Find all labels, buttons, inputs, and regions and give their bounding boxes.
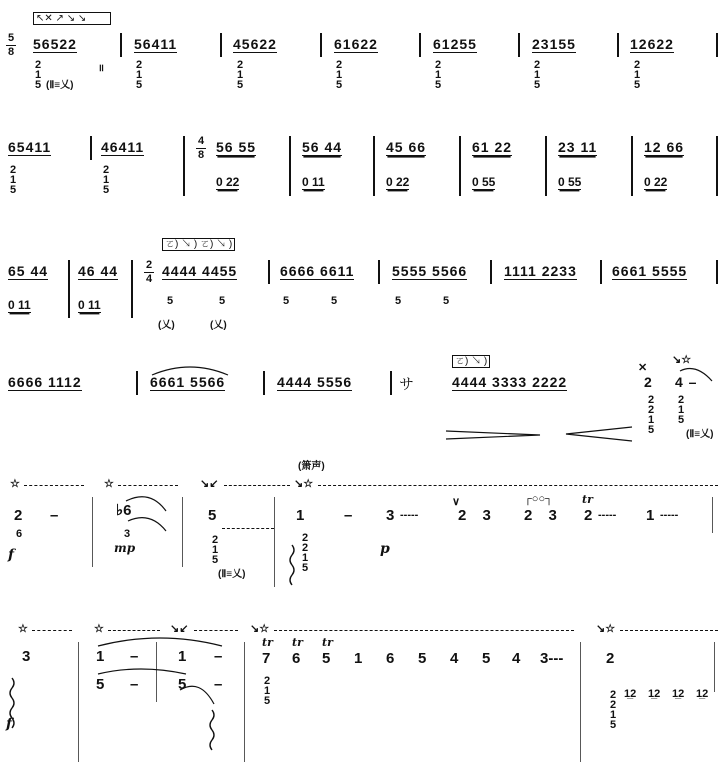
barline <box>419 33 421 57</box>
bass-chord: 2 2 1 5 <box>301 532 309 574</box>
barline <box>545 136 547 196</box>
ornament-mark: ┌○○┐ <box>524 493 553 505</box>
lower-voice: 0 55 <box>558 175 582 189</box>
bass-chord: 2 2 1 5 <box>647 394 655 436</box>
note: 6 <box>386 650 395 667</box>
note: 4 <box>512 650 521 667</box>
bass-chord: 2 1 5 <box>236 59 244 91</box>
barline <box>120 33 122 57</box>
note: 1 <box>296 507 305 524</box>
section-mark: ☆ <box>94 623 104 635</box>
dynamic-forte: f <box>6 716 13 732</box>
ornament-mark: ✕ <box>638 362 648 374</box>
measure: 61622 <box>334 36 378 52</box>
section-mark: ↘☆ <box>294 478 314 490</box>
technique-box: ↖✕ ↗ ↘ ↘ <box>33 12 111 25</box>
note: 2 <box>14 507 23 524</box>
note: 5 <box>418 650 427 667</box>
slur-arcs <box>0 455 727 605</box>
bass-chord: 2 1 5 <box>434 59 442 91</box>
bass-mark: ॥ <box>98 63 104 74</box>
lower-voice: 0 11 <box>78 298 101 312</box>
measure: 4444 3333 2222 <box>452 374 568 390</box>
dynamic-mezzo-piano: mp <box>114 541 136 555</box>
trill-mark: tr <box>582 493 593 506</box>
harmonic-mark: (Ⅱ≡乂) <box>46 80 74 91</box>
measure: 2 <box>644 374 653 390</box>
bass-mark: (乂) <box>210 320 227 331</box>
bass-chord: 2 1 5 <box>533 59 541 91</box>
bass-note: 5 <box>282 295 290 307</box>
ornament-mark: ↘☆ <box>672 354 692 366</box>
lower-voice: 0 11 <box>302 175 325 189</box>
barline <box>490 260 492 284</box>
lower-voice: 0 22 <box>216 175 240 189</box>
barline <box>268 260 270 284</box>
barline <box>373 136 375 196</box>
measure: 46 44 <box>78 263 119 279</box>
bass-note: 5 <box>330 295 338 307</box>
note: 3--- <box>540 650 564 667</box>
bass-chord: 2 1 5 <box>335 59 343 91</box>
note-group: 2 3 <box>458 507 497 524</box>
barline <box>716 136 718 196</box>
note: 5 <box>322 650 331 667</box>
note: 3 <box>386 507 395 524</box>
note: 2 <box>584 507 593 524</box>
note: 1 <box>646 507 655 524</box>
section-mark: ↘☆ <box>596 623 616 635</box>
bass-note: 5 <box>166 295 174 307</box>
hairpin-crescendo-decrescendo <box>0 345 727 450</box>
score-row-2 <box>0 125 727 225</box>
score-row-1 <box>0 0 727 120</box>
bass-note: 5 <box>442 295 450 307</box>
barline <box>131 260 133 318</box>
bass-note: 5 <box>218 295 226 307</box>
note: 1 <box>178 648 187 665</box>
measure: 4444 5556 <box>277 374 353 390</box>
bass-chord: 2 1 5 <box>211 534 219 566</box>
measure: 46411 <box>101 139 145 155</box>
measure: 23 11 <box>558 139 598 155</box>
ornament-mark: ∨ <box>452 496 461 508</box>
measure: 12622 <box>630 36 674 52</box>
score-row-4 <box>0 345 727 450</box>
measure: 23155 <box>532 36 576 52</box>
dash-extension: ----- <box>598 509 617 521</box>
measure: 45622 <box>233 36 277 52</box>
note-group: 2 3 <box>524 507 563 524</box>
bass-chord: 2 1 5 <box>102 164 110 196</box>
note: 5 <box>208 507 217 524</box>
note: 5 <box>96 676 105 693</box>
note: ♭6 <box>116 502 132 519</box>
note: 2 <box>606 650 615 667</box>
score-row-3 <box>0 232 727 342</box>
note: – <box>344 507 353 524</box>
barline <box>716 33 718 57</box>
section-mark: ↘☆ <box>250 623 270 635</box>
barline <box>716 260 718 284</box>
bass-note: 6 <box>15 528 23 540</box>
note: 4 <box>450 650 459 667</box>
barline <box>631 136 633 196</box>
lower-voice: 0 22 <box>386 175 410 189</box>
note: – <box>130 676 139 693</box>
measure: 65 44 <box>8 263 49 279</box>
section-mark: ☆ <box>104 478 114 490</box>
bass-chord: 2 1 5 <box>677 394 685 426</box>
grace-note: 1̲2 <box>672 688 685 700</box>
time-signature: 2 4 <box>145 259 153 285</box>
harmonic-mark: (Ⅱ≡乂) <box>218 569 246 580</box>
trill-mark: tr <box>322 636 333 649</box>
measure: 4 – <box>675 374 698 390</box>
section-mark: ☆ <box>10 478 20 490</box>
measure: 65411 <box>8 139 52 155</box>
measure: 6666 1112 <box>8 374 82 390</box>
measure: 12 66 <box>644 139 685 155</box>
measure: 56522 <box>33 36 77 52</box>
technique-box: ㄛ) ↘ ) <box>452 355 490 368</box>
measure: 4444 4455 <box>162 263 238 279</box>
note: – <box>50 507 59 524</box>
measure: 45 66 <box>386 139 427 155</box>
bass-note: 3 <box>123 528 131 540</box>
measure: 56 44 <box>302 139 343 155</box>
barline <box>289 136 291 196</box>
barline <box>600 260 602 284</box>
grace-note: 1̲2 <box>696 688 709 700</box>
bass-chord: 2 1 5 <box>34 59 42 91</box>
barline <box>320 33 322 57</box>
score-row-6 <box>0 618 727 766</box>
measure: 61 22 <box>472 139 513 155</box>
pipe-sound-annotation: (箫声) <box>298 461 325 472</box>
lower-voice: 0 22 <box>644 175 668 189</box>
section-mark: ☆ <box>18 623 28 635</box>
bass-chord: 2 1 5 <box>263 675 271 707</box>
bass-note: 5 <box>394 295 402 307</box>
measure: 6666 6611 <box>280 263 355 279</box>
measure: 56 55 <box>216 139 257 155</box>
bass-chord: 2 1 5 <box>9 164 17 196</box>
section-mark: ↘↙ <box>200 478 219 490</box>
note: 7 <box>262 650 271 667</box>
section-mark: ↘↙ <box>170 623 189 635</box>
measure: 61255 <box>433 36 477 52</box>
note: 5 <box>178 676 187 693</box>
slur-arcs <box>0 618 727 766</box>
score-row-5 <box>0 455 727 605</box>
measure: 56411 <box>134 36 178 52</box>
dash-extension: ----- <box>400 509 419 521</box>
free-tempo-sign: サ <box>399 376 415 393</box>
bass-chord: 2 1 5 <box>633 59 641 91</box>
note: 1 <box>96 648 105 665</box>
lower-voice: 0 55 <box>472 175 496 189</box>
barline <box>617 33 619 57</box>
lower-voice: 0 11 <box>8 298 31 312</box>
grace-note: 1̲2 <box>648 688 661 700</box>
note: 6 <box>292 650 301 667</box>
measure: 1111 2233 <box>504 263 577 279</box>
measure: 6661 5555 <box>612 263 688 279</box>
barline <box>459 136 461 196</box>
bass-chord: 2 1 5 <box>135 59 143 91</box>
barline <box>220 33 222 57</box>
bass-mark: (乂) <box>158 320 175 331</box>
trill-mark: tr <box>262 636 273 649</box>
note: 3 <box>22 648 31 665</box>
bass-chord: 2 2 1 5 <box>609 689 617 731</box>
dynamic-piano: p <box>380 541 390 557</box>
barline <box>68 260 70 318</box>
grace-note: 1̲2 <box>624 688 637 700</box>
note: – <box>214 676 223 693</box>
dynamic-forte: f <box>8 547 15 563</box>
barline <box>378 260 380 284</box>
time-signature: 5 8 <box>7 32 15 58</box>
trill-mark: tr <box>292 636 303 649</box>
harmonic-mark: (Ⅱ≡乂) <box>686 429 714 440</box>
note: 1 <box>354 650 363 667</box>
note: 5 <box>482 650 491 667</box>
measure: 5555 5566 <box>392 263 468 279</box>
technique-box: ㄛ) ↘ ) ㄛ) ↘ ) <box>162 238 235 251</box>
measure: 6661 5566 <box>150 374 226 390</box>
time-signature: 4 8 <box>197 135 205 161</box>
note: – <box>130 648 139 665</box>
barline <box>90 136 92 160</box>
barline <box>183 136 185 196</box>
dash-extension: ----- <box>660 509 679 521</box>
note: – <box>214 648 223 665</box>
barline <box>518 33 520 57</box>
